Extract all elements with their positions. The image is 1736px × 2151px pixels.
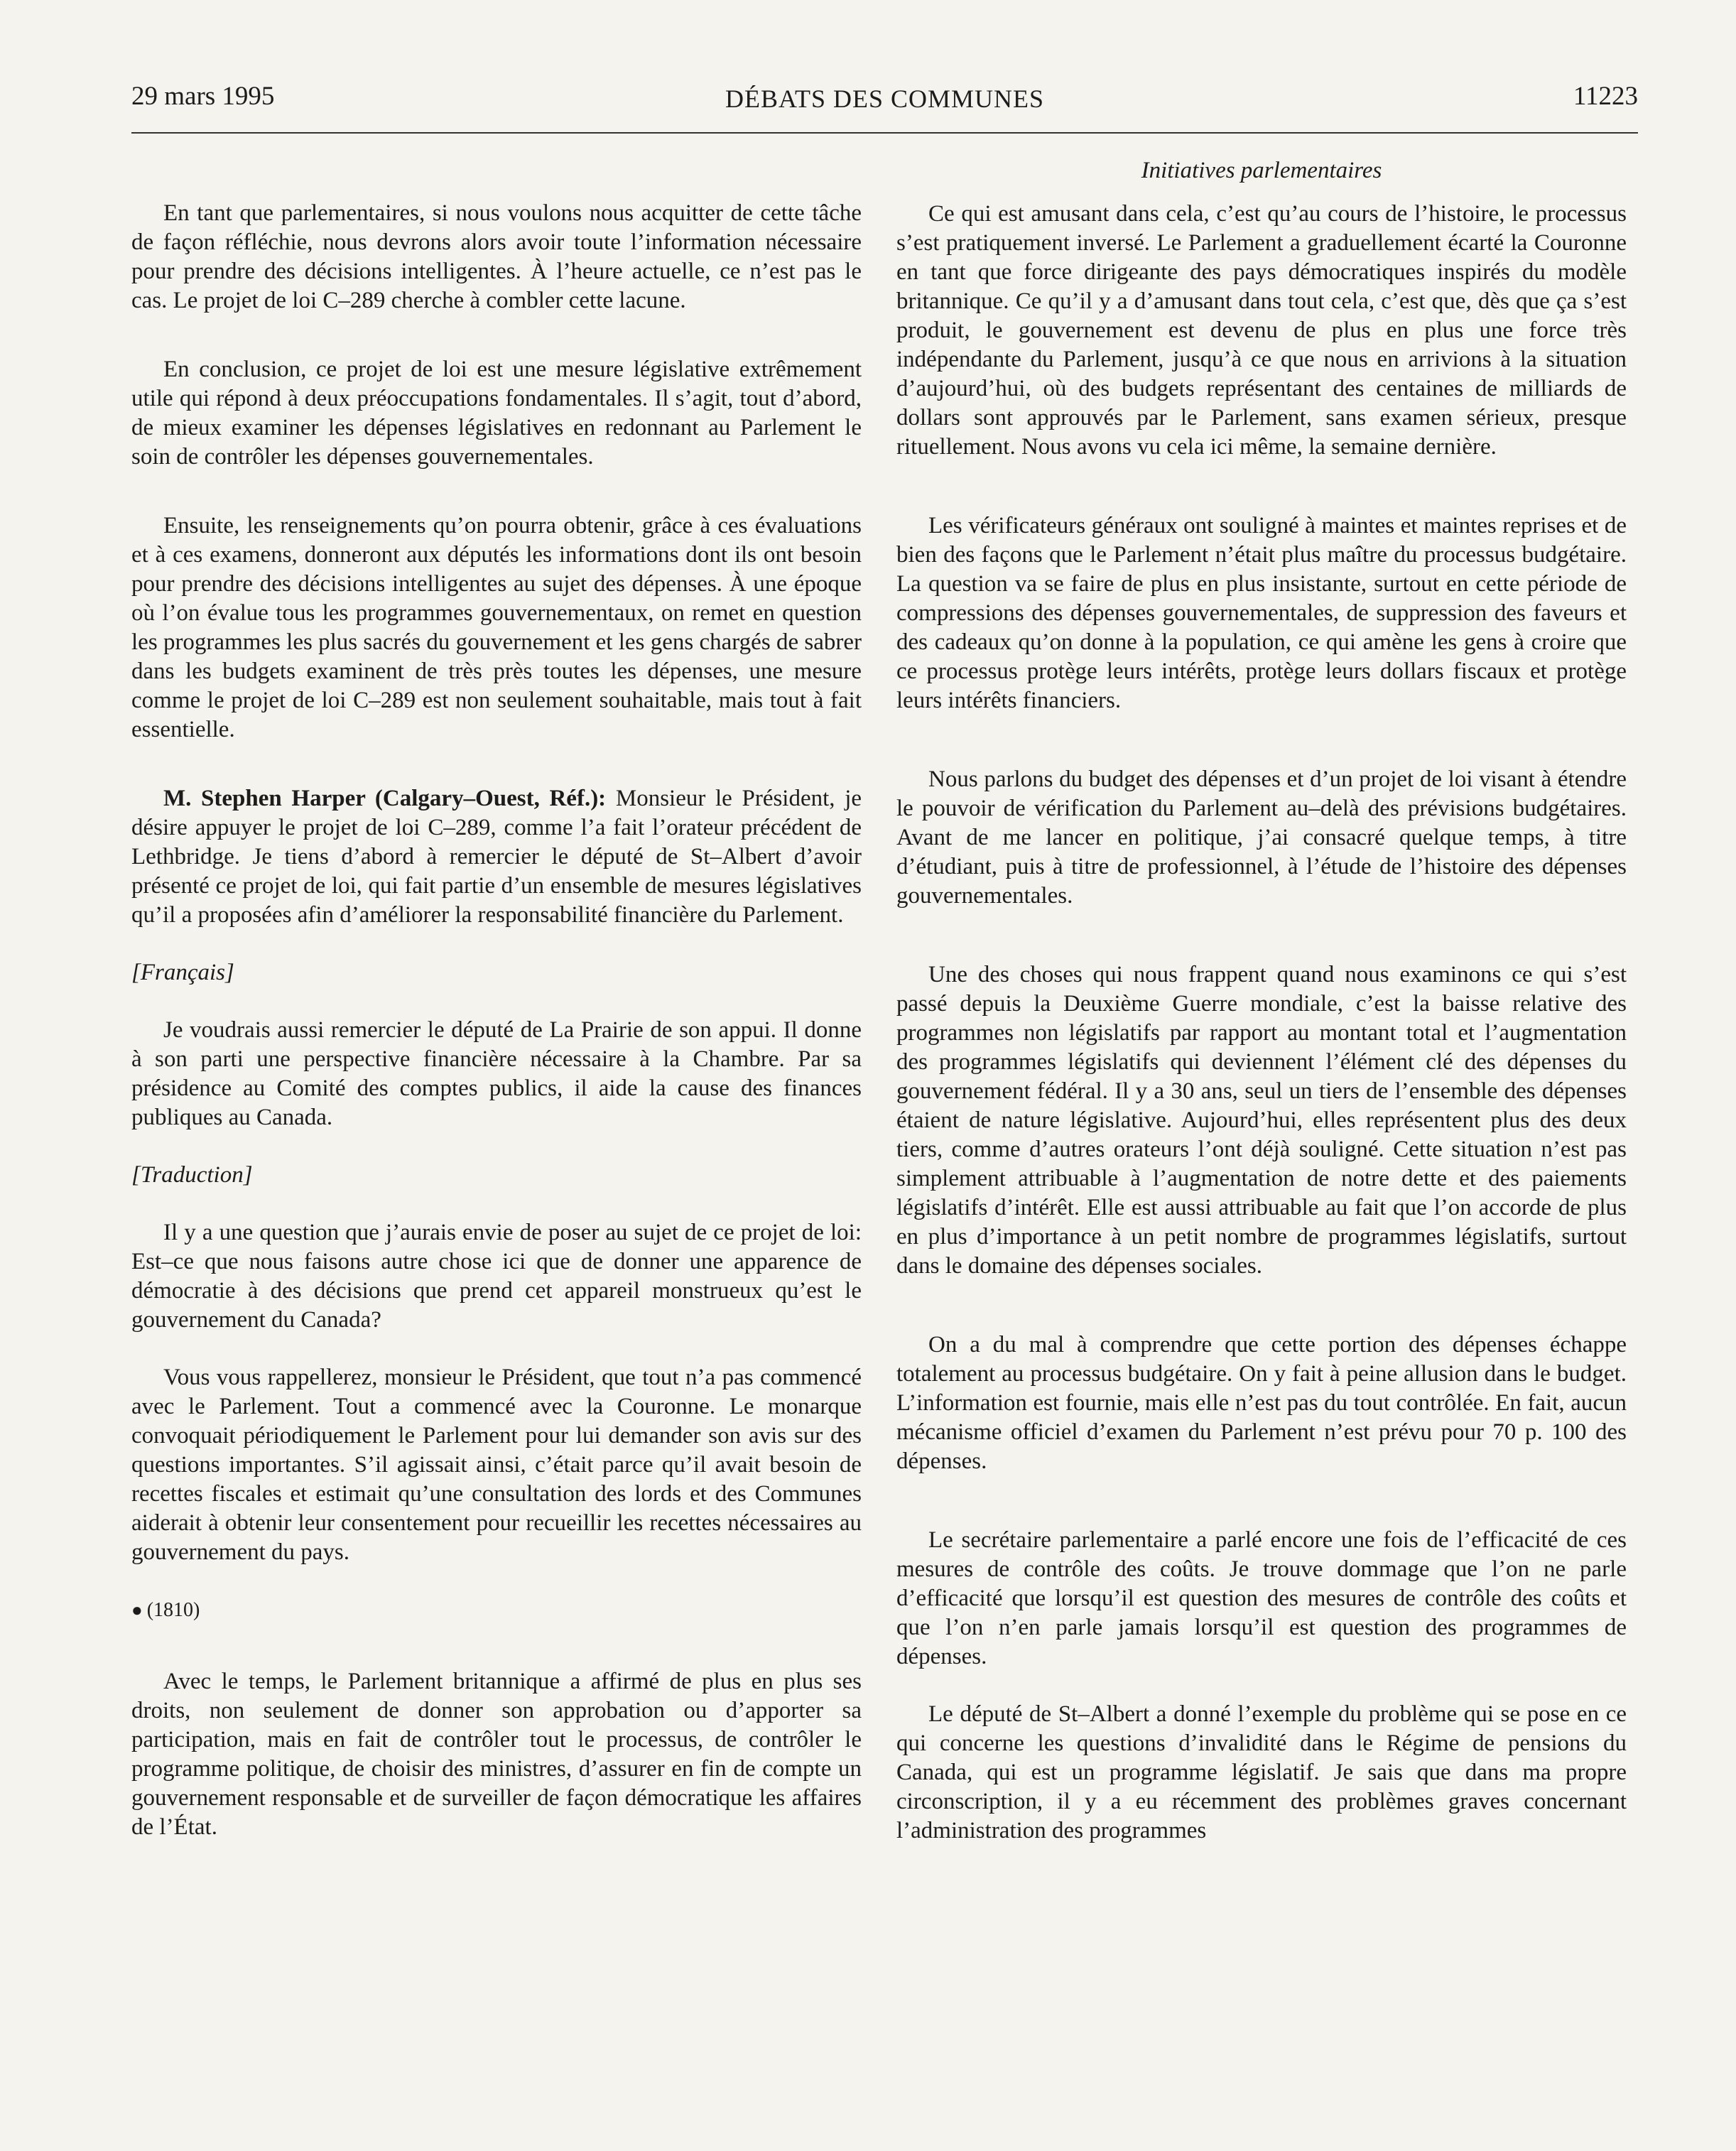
paragraph: Ensuite, les renseignements qu’on pourra obtenir, grâce à ces évaluations et à ces examens, donneront aux députés les informations dont ils ont besoin pour prendre des décisions intelligentes au sujet des dépenses. À une époque où l’on évalue tous les programmes gouvernementaux, on remet en question les programmes les plus sacrés du gouvernement et les gens chargés de sabrer dans les budgets examinent de très près toutes les dépenses, une mesure comme le projet de loi C–289 est non seulement souhaitable, mais tout à fait essentielle. xyxy=(131,513,862,742)
language-marker-french: [Français] xyxy=(131,960,234,985)
header-title: DÉBATS DES COMMUNES xyxy=(725,85,1045,113)
section-label: Initiatives parlementaires xyxy=(1141,158,1382,183)
paragraph: Ce qui est amusant dans cela, c’est qu’au cours de l’histoire, le processus s’est pratiquement inversé. Le Parlement a graduellement écarté la Couronne en tant que force dirigeante des pays démocratiques inspirés du modèle britannique. Ce qu’il y a d’amusant dans tout cela, c’est que, dès que ça s’est produit, le gouvernement est devenu de plus en plus une force très indépendante du Parlement, jusqu’à ce que nous en arrivions à la situation d’aujourd’hui, où des budgets représentant des centaines de milliards de dollars sont approuvés par le Parlement, sans examen sérieux, presque rituellement. Nous avons vu cela ici même, la semaine dernière. xyxy=(896,201,1627,460)
header-date: 29 mars 1995 xyxy=(131,82,275,111)
paragraph: Une des choses qui nous frappent quand nous examinons ce qui s’est passé depuis la Deuxième Guerre mondiale, c’est la baisse relative des programmes non législatifs par rapport au montant total et l’augmentation des programmes législatifs qui deviennent l’élément clé des dépenses du gouvernement fédéral. Il y a 30 ans, seul un tiers de l’ensemble des dépenses étaient de nature législative. Aujourd’hui, elles représentent plus des deux tiers, comme d’autres orateurs l’ont déjà souligné. Cette situation n’est pas simplement attribuable à l’augmentation de notre dette et des paiements législatifs d’intérêt. Elle est aussi attribuable au fait que l’on accorde de plus en plus d’importance à un petit nombre de programmes législatifs, surtout dans le domaine des dépenses sociales. xyxy=(896,962,1627,1279)
page-header xyxy=(131,75,1638,134)
paragraph: Le député de St–Albert a donné l’exemple du problème qui se pose en ce qui concerne les questions d’invalidité dans le Régime de pensions du Canada, qui est un programme législatif. Je sais que dans ma propre circonscription, il y a eu récemment des problèmes graves concernant l’administration des programmes xyxy=(896,1701,1627,1843)
paragraph: On a du mal à comprendre que cette portion des dépenses échappe totalement au processus budgétaire. On y fait à peine allusion dans le budget. L’information est fournie, mais elle n’est pas du tout contrôlée. En fait, aucun mécanisme officiel d’examen du Parlement n’est prévu pour 70 p. 100 des dépenses. xyxy=(896,1332,1627,1474)
paragraph: Les vérificateurs généraux ont souligné à maintes et maintes reprises et de bien des façons que le Parlement n’était plus maître du processus budgétaire. La question va se faire de plus en plus insistante, surtout en cette période de compressions des dépenses gouvernementales, de suppression des faveurs et des cadeaux qu’on donne à la population, ce qui amène les gens à croire que ce processus protège leurs intérêts, protège leurs dollars fiscaux et protège leurs intérêts financiers. xyxy=(896,513,1627,713)
speaker-name: M. Stephen Harper (Calgary–Ouest, Réf.): xyxy=(163,786,607,811)
timestamp xyxy=(131,1595,862,1625)
paragraph: Le secrétaire parlementaire a parlé encore une fois de l’efficacité de ces mesures de contrôle des coûts. Je trouve dommage que l’on ne parle d’efficacité que lorsqu’il est question des mesures de contrôle des coûts et que l’on n’en parle jamais lorsqu’il est question des programmes de dépenses. xyxy=(896,1527,1627,1669)
paragraph: En conclusion, ce projet de loi est une mesure législative extrêmement utile qui répond à deux préoccupations fondamentales. Il s’agit, tout d’abord, de mieux examiner les dépenses législatives en redonnant au Parlement le soin de contrôler les dépenses gouvernementales. xyxy=(131,357,862,470)
language-marker-translation: [Traduction] xyxy=(131,1162,253,1188)
paragraph: Je voudrais aussi remercier le député de La Prairie de son appui. Il donne à son parti une perspective financière nécessaire à la Chambre. Par sa présidence au Comité des comptes publics, il aide la cause des finances publiques au Canada. xyxy=(131,1017,862,1130)
header-page-number: 11223 xyxy=(1573,82,1638,111)
speaker-paragraph xyxy=(131,784,862,930)
paragraph: Vous vous rappellerez, monsieur le Président, que tout n’a pas commencé avec le Parlement. Tout a commencé avec la Couronne. Le monarque convoquait périodiquement le Parlement pour lui demander son avis sur des questions importantes. S’il agissait ainsi, c’était parce qu’il avait besoin de recettes fiscales et estimait qu’une consultation des lords et des Communes aiderait à obtenir leur consentement pour recueillir les recettes nécessaires au gouvernement du pays. xyxy=(131,1365,862,1565)
left-column xyxy=(131,199,862,1870)
bullet-icon: ● xyxy=(131,1600,143,1620)
paragraph: Avec le temps, le Parlement britannique a affirmé de plus en plus ses droits, non seulement de donner son approbation ou d’apporter sa participation, mais en fait de contrôler tout le processus, de contrôler le programme politique, de choisir des ministres, d’assurer en fin de compte un gouvernement responsable et de surveiller de façon démocratique les affaires de l’État. xyxy=(131,1669,862,1840)
paragraph: Il y a une question que j’aurais envie de poser au sujet de ce projet de loi: Est–ce que nous faisons autre chose ici que de donner une apparence de démocratie à des décisions que prend cet appareil monstrueux qu’est le gouvernement du Canada? xyxy=(131,1220,862,1333)
right-column xyxy=(896,156,1627,1874)
paragraph: Nous parlons du budget des dépenses et d’un projet de loi visant à étendre le pouvoir de vérification du Parlement au–delà des prévisions budgétaires. Avant de me lancer en politique, j’ai consacré quelque temps, à titre d’étudiant, puis à titre de professionnel, à l’étude de l’histoire des dépenses gouvernementales. xyxy=(896,766,1627,909)
speaker-text: Monsieur le Président, je désire appuyer le projet de loi C–289, comme l’a fait l’orateur précédent de Lethbridge. Je tiens d’abord à remercier le député de St–Albert d’avoir présenté ce projet de loi, qui fait partie d’un ensemble de mesures législatives qu’il a proposées afin d’améliorer la responsabilité financière du Parlement. xyxy=(131,786,862,928)
paragraph: En tant que parlementaires, si nous voulons nous acquitter de cette tâche de façon réfléchie, nous devrons alors avoir toute l’information nécessaire pour prendre des décisions intelligentes. À l’heure actuelle, ce n’est pas le cas. Le projet de loi C–289 cherche à combler cette lacune. xyxy=(131,200,862,313)
timestamp-text: (1810) xyxy=(146,1599,200,1621)
